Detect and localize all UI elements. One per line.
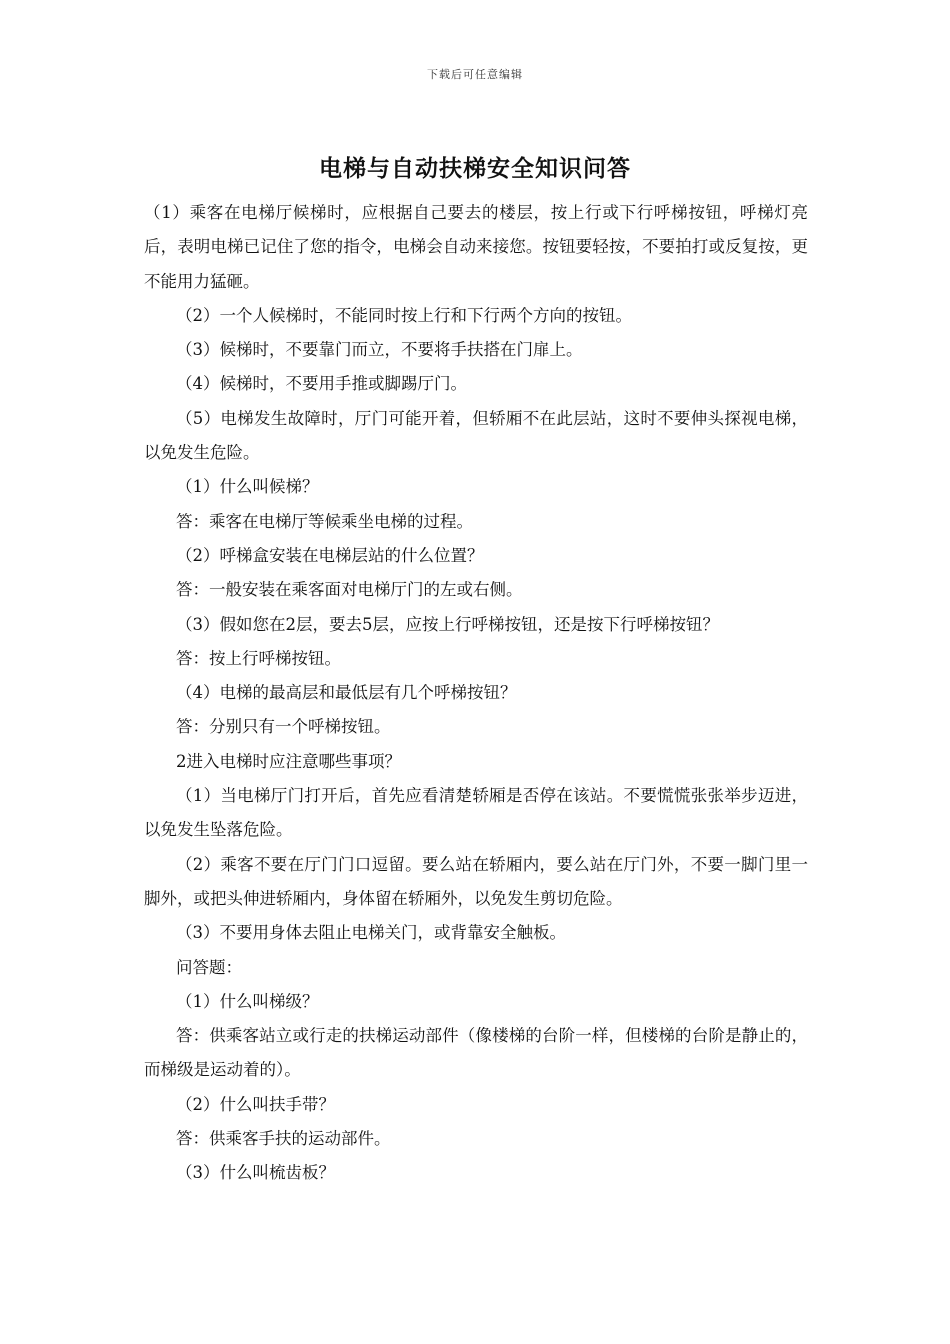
paragraph: 答：一般安装在乘客面对电梯厅门的左或右侧。 [176,580,523,600]
header-note: 下载后可任意编辑 [427,68,523,81]
paragraph: 答：乘客在电梯厅等候乘坐电梯的过程。 [176,511,473,531]
paragraph: （1）乘客在电梯厅候梯时，应根据自己要去的楼层，按上行或下行呼梯按钮，呼梯灯亮后，表明电梯已记住了您的指令，电梯会自动来接您。按钮要轻按，不要拍打或反复按，更不能用力猛砸。 [144,203,808,291]
paragraph: 答：按上行呼梯按钮。 [176,648,341,668]
paragraph: （2）乘客不要在厅门门口逗留。要么站在轿厢内，要么站在厅门外，不要一脚门里一脚外，或把头伸进轿厢内，身体留在轿厢外，以免发生剪切危险。 [144,854,808,908]
paragraph: 答：供乘客手扶的运动部件。 [176,1129,391,1149]
paragraph: （2）一个人候梯时，不能同时按上行和下行两个方向的按钮。 [176,305,632,325]
document-body [144,196,808,1191]
paragraph: （4）候梯时，不要用手推或脚踢厅门。 [176,374,467,394]
paragraph: 答：分别只有一个呼梯按钮。 [176,717,391,737]
paragraph: （1）什么叫候梯？ [176,477,319,497]
paragraph: 问答题： [176,957,242,977]
paragraph: （3）候梯时，不要靠门而立，不要将手扶搭在门扉上。 [176,340,583,360]
paragraph: 2进入电梯时应注意哪些事项？ [176,751,401,771]
paragraph: （1）什么叫梯级？ [176,991,319,1011]
paragraph: （3）假如您在2层，要去5层，应按上行呼梯按钮，还是按下行呼梯按钮？ [176,614,719,634]
paragraph: （5）电梯发生故障时，厅门可能开着，但轿厢不在此层站，这时不要伸头探视电梯，以免发生危险。 [144,408,808,463]
paragraph: （4）电梯的最高层和最低层有几个呼梯按钮？ [176,683,517,703]
paragraph: （3）不要用身体去阻止电梯关门，或背靠安全触板。 [176,923,566,943]
paragraph: （3）什么叫梳齿板？ [176,1163,335,1183]
document-title: 电梯与自动扶梯安全知识问答 [319,155,631,182]
paragraph: （2）什么叫扶手带？ [176,1094,335,1114]
paragraph: 答：供乘客站立或行走的扶梯运动部件（像楼梯的台阶一样，但楼梯的台阶是静止的，而梯级是运动着的）。 [144,1026,808,1080]
paragraph: （1）当电梯厅门打开后，首先应看清楚轿厢是否停在该站。不要慌慌张张举步迈进，以免发生坠落危险。 [144,786,808,840]
paragraph: （2）呼梯盒安装在电梯层站的什么位置？ [176,545,484,565]
